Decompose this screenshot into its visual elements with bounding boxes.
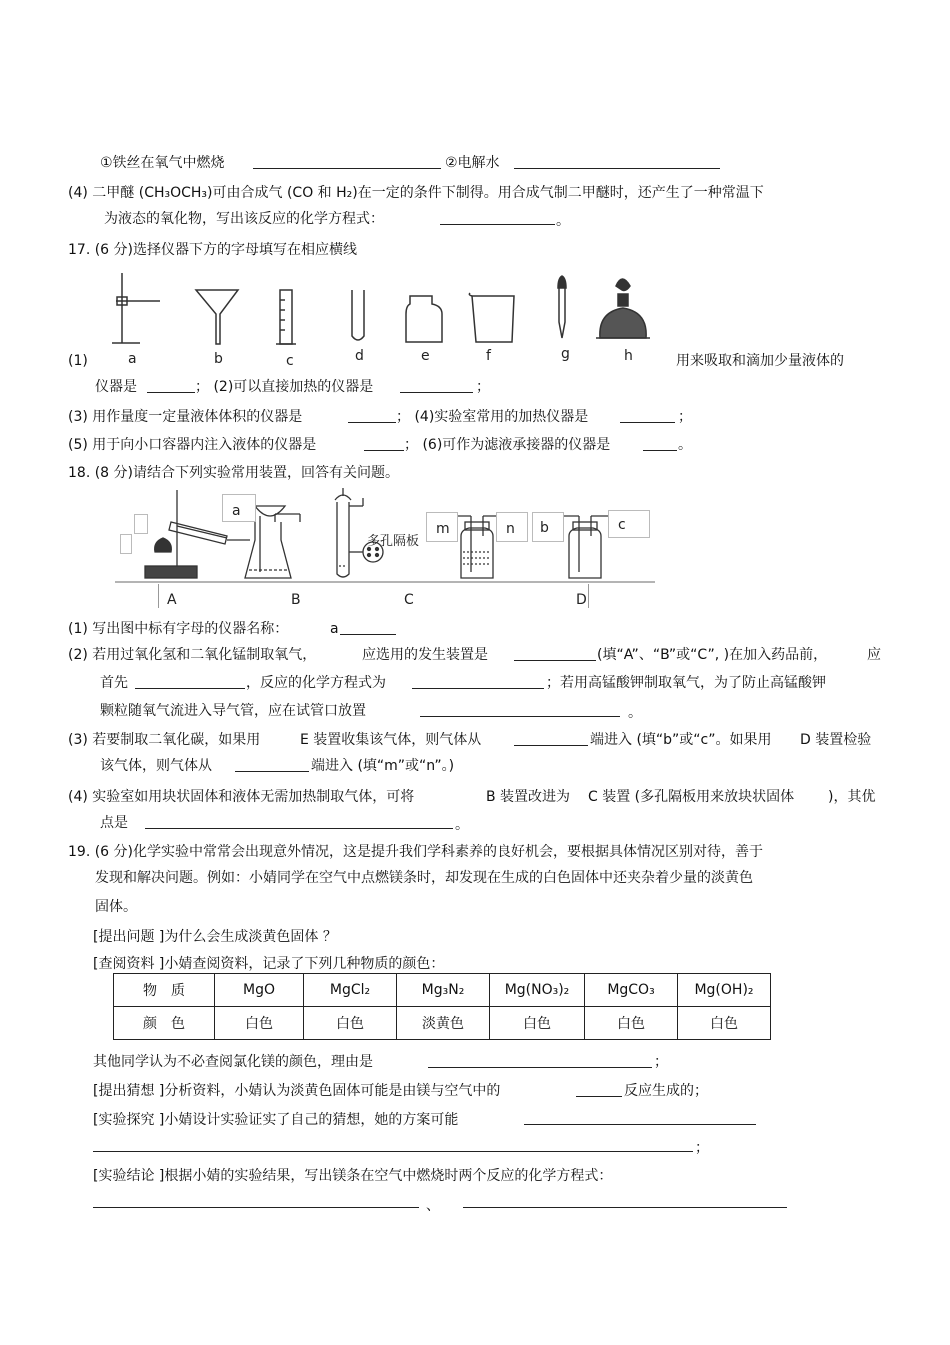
q17-blank5[interactable] — [364, 436, 404, 451]
q18-p2-end: 。 — [628, 705, 642, 721]
q17-label-c: c — [286, 353, 294, 369]
fig-label-b: b — [540, 520, 549, 536]
q17-n1: (1) — [68, 353, 88, 369]
color-table — [113, 973, 771, 1040]
table-row — [114, 1007, 771, 1040]
table-row — [114, 974, 771, 1007]
figure-divider — [588, 584, 589, 608]
table-cell: MgCO₃ — [585, 974, 678, 1007]
iron-stand-icon — [112, 273, 160, 343]
apparatus-label-c: C — [404, 592, 414, 608]
test-tube-icon — [352, 290, 364, 340]
q17-label-a: a — [128, 351, 137, 367]
q19-semi2: ； — [695, 1140, 709, 1156]
q19-sep: 、 — [426, 1198, 440, 1214]
q18-p2-l1a: (2) 若用过氧化氢和二氧化锰制取氧气， — [68, 647, 317, 663]
q16-item1: ①铁丝在氧气中燃烧 — [100, 155, 225, 171]
q18-p2-l1d: 应 — [867, 647, 881, 663]
q18-p3-l2a: 该气体，则气体从 — [100, 758, 212, 774]
q19-ask: [提出问题 ]为什么会生成淡黄色固体 ？ — [93, 929, 337, 945]
q17-q6: ； (6)可作为滤液承接器的仪器是 — [404, 437, 611, 453]
q19-blank-eq2[interactable] — [463, 1193, 787, 1208]
q18-p3-l2b: 端进入 (填“m”或“n”。) — [311, 758, 455, 774]
q16-p4-line2: 为液态的氧化物，写出该反应的化学方程式： — [104, 211, 384, 227]
q19-exp: [实验探究 ]小婧设计实验证实了自己的猜想，她的方案可能 — [93, 1112, 459, 1128]
q17-q1-line2: 仪器是 — [95, 379, 137, 395]
q17-blank6[interactable] — [643, 436, 677, 451]
q17-label-g: g — [561, 346, 570, 362]
q18-p3-l1d: D 装置检验 — [800, 732, 872, 748]
q18-blank-device[interactable] — [514, 646, 596, 661]
q17-q4: ； (4)实验室常用的加热仪器是 — [396, 409, 589, 425]
q18-p4-l1c: C 装置 (多孔隔板用来放块状固体 — [588, 789, 795, 805]
q18-p4-l1a: (4) 实验室如用块状固体和液体无需加热制取气体，可将 — [68, 789, 415, 805]
q17-label-b: b — [214, 351, 223, 367]
q16-item2: ②电解水 — [445, 155, 500, 171]
q17-blank2[interactable] — [400, 378, 473, 393]
table-cell: Mg₃N₂ — [397, 974, 490, 1007]
q18-blank-place[interactable] — [420, 702, 620, 717]
funnel-icon — [196, 290, 238, 344]
q18-title: 18. (8 分)请结合下列实验常用装置，回答有关问题。 — [68, 465, 399, 481]
apparatus-label-b: B — [291, 592, 301, 608]
q18-p2-l1c: (填“A”、“B”或“C”, )在加入药品前， — [597, 647, 828, 663]
fig-label-c: c — [618, 517, 626, 533]
wide-mouth-bottle-icon — [406, 296, 442, 342]
table-cell: Mg(NO₃)₂ — [490, 974, 585, 1007]
q17-instruments-figure — [100, 268, 670, 368]
q19-blank-gas[interactable] — [576, 1082, 622, 1097]
q18-p2-l2b: ，反应的化学方程式为 — [246, 675, 386, 691]
q16-blank3[interactable] — [440, 210, 555, 225]
q19-semi1: ； — [654, 1054, 668, 1070]
q16-p4-line1: (4) 二甲醚 (CH₃OCH₃)可由合成气 (CO 和 H₂)在一定的条件下制得。用合成气制二甲醚时，还产生了一种常温下 — [68, 185, 764, 201]
q17-q3: (3) 用作量度一定量液体体积的仪器是 — [68, 409, 303, 425]
q18-blank-equation[interactable] — [412, 674, 544, 689]
dropper-icon — [558, 276, 566, 338]
q19-blank-plan2[interactable] — [93, 1137, 693, 1152]
table-cell: 白色 — [215, 1007, 304, 1040]
q18-p2-l2c: ；若用高锰酸钾制取氧气，为了防止高锰酸钾 — [546, 675, 826, 691]
q18-p1-a: a — [330, 621, 339, 637]
q19-blank-eq1[interactable] — [93, 1193, 419, 1208]
q17-q2: ； (2)可以直接加热的仪器是 — [195, 379, 374, 395]
q18-p2-l3: 颗粒随氧气流进入导气管，应在试管口放置 — [100, 703, 366, 719]
q19-other: 其他同学认为不必查阅氯化镁的颜色，理由是 — [93, 1054, 373, 1070]
q18-p1: (1) 写出图中标有字母的仪器名称： — [68, 621, 289, 637]
q17-blank1[interactable] — [147, 378, 195, 393]
figure-divider — [158, 584, 159, 608]
q17-blank3[interactable] — [348, 408, 396, 423]
q17-semi2: ； — [678, 409, 692, 425]
q17-label-h: h — [624, 348, 633, 364]
q18-p3-l1c: 端进入 (填“b”或“c”。如果用 — [590, 732, 772, 748]
q17-end: 。 — [678, 437, 692, 453]
table-cell: Mg(OH)₂ — [678, 974, 771, 1007]
q16-blank1[interactable] — [253, 154, 441, 169]
q17-label-d: d — [355, 348, 364, 364]
apparatus-label-d: D — [576, 592, 587, 608]
q19-guess-b: 反应生成的； — [624, 1083, 708, 1099]
q17-q1-text: 用来吸取和滴加少量液体的 — [676, 353, 844, 369]
q18-p4-l1d: )，其优 — [828, 789, 876, 805]
fig-label-m: m — [436, 521, 450, 537]
q19-blank-plan1[interactable] — [524, 1110, 756, 1125]
q18-p4-l1b: B 装置改进为 — [486, 789, 571, 805]
q18-p2-l2a: 首先 — [100, 675, 128, 691]
beaker-icon — [469, 293, 514, 342]
q18-blank-e-end[interactable] — [514, 731, 588, 746]
q18-blank-advantage[interactable] — [145, 814, 453, 829]
table-cell: MgO — [215, 974, 304, 1007]
q19-ref: [查阅资料 ]小婧查阅资料，记录了下列几种物质的颜色： — [93, 956, 445, 972]
q18-p3-l1a: (3) 若要制取二氧化碳，如果用 — [68, 732, 261, 748]
fig-label-porous-plate: 多孔隔板 — [367, 534, 420, 549]
q18-p4-l2: 点是 — [100, 815, 128, 831]
q17-semi1: ； — [476, 379, 490, 395]
q17-blank4[interactable] — [620, 408, 675, 423]
table-cell: 白色 — [585, 1007, 678, 1040]
apparatus-label-a: A — [167, 592, 177, 608]
table-cell: MgCl₂ — [304, 974, 397, 1007]
q17-title: 17. (6 分)选择仪器下方的字母填写在相应横线 — [68, 242, 357, 258]
q18-blank-a[interactable] — [340, 620, 396, 635]
figure-label-box-c — [608, 510, 650, 538]
q18-blank-first[interactable] — [135, 674, 245, 689]
q18-p2-l1b: 应选用的发生装置是 — [362, 647, 488, 663]
q19-concl: [实验结论 ]根据小婧的实验结果，写出镁条在空气中燃烧时两个反应的化学方程式： — [93, 1168, 613, 1184]
q19-guess-a: [提出猜想 ]分析资料，小婧认为淡黄色固体可能是由镁与空气中的 — [93, 1083, 501, 1099]
q17-q5: (5) 用于向小口容器内注入液体的仪器是 — [68, 437, 317, 453]
alcohol-lamp-icon — [596, 279, 650, 338]
table-cell: 颜 色 — [114, 1007, 215, 1040]
fig-label-a: a — [232, 503, 241, 519]
figure-mask-box — [120, 534, 132, 554]
table-cell: 白色 — [678, 1007, 771, 1040]
table-cell: 白色 — [304, 1007, 397, 1040]
q18-p3-l1b: E 装置收集该气体，则气体从 — [300, 732, 482, 748]
q17-label-f: f — [486, 348, 491, 364]
table-cell: 物 质 — [114, 974, 215, 1007]
apparatus-e-icon — [555, 516, 615, 578]
q19-line1: 19. (6 分)化学实验中常常会出现意外情况，这是提升我们学科素养的良好机会，要根据具体情况区别对待，善于 — [68, 844, 763, 860]
table-cell: 淡黄色 — [397, 1007, 490, 1040]
q19-line2: 发现和解决问题。例如：小婧同学在空气中点燃镁条时，却发现在生成的白色固体中还夹杂着少量的淡黄色 — [95, 870, 753, 886]
q18-blank-d-end[interactable] — [235, 757, 309, 772]
q19-blank-reason[interactable] — [428, 1053, 652, 1068]
q18-p4-end: 。 — [455, 817, 469, 833]
q16-blank2[interactable] — [514, 154, 720, 169]
q16-p4-end: 。 — [556, 213, 570, 229]
graduated-cylinder-icon — [276, 290, 296, 344]
q19-line3: 固体。 — [95, 899, 137, 915]
table-cell: 白色 — [490, 1007, 585, 1040]
q17-label-e: e — [421, 348, 430, 364]
fig-label-n: n — [506, 521, 515, 537]
figure-mask-box — [134, 514, 148, 534]
